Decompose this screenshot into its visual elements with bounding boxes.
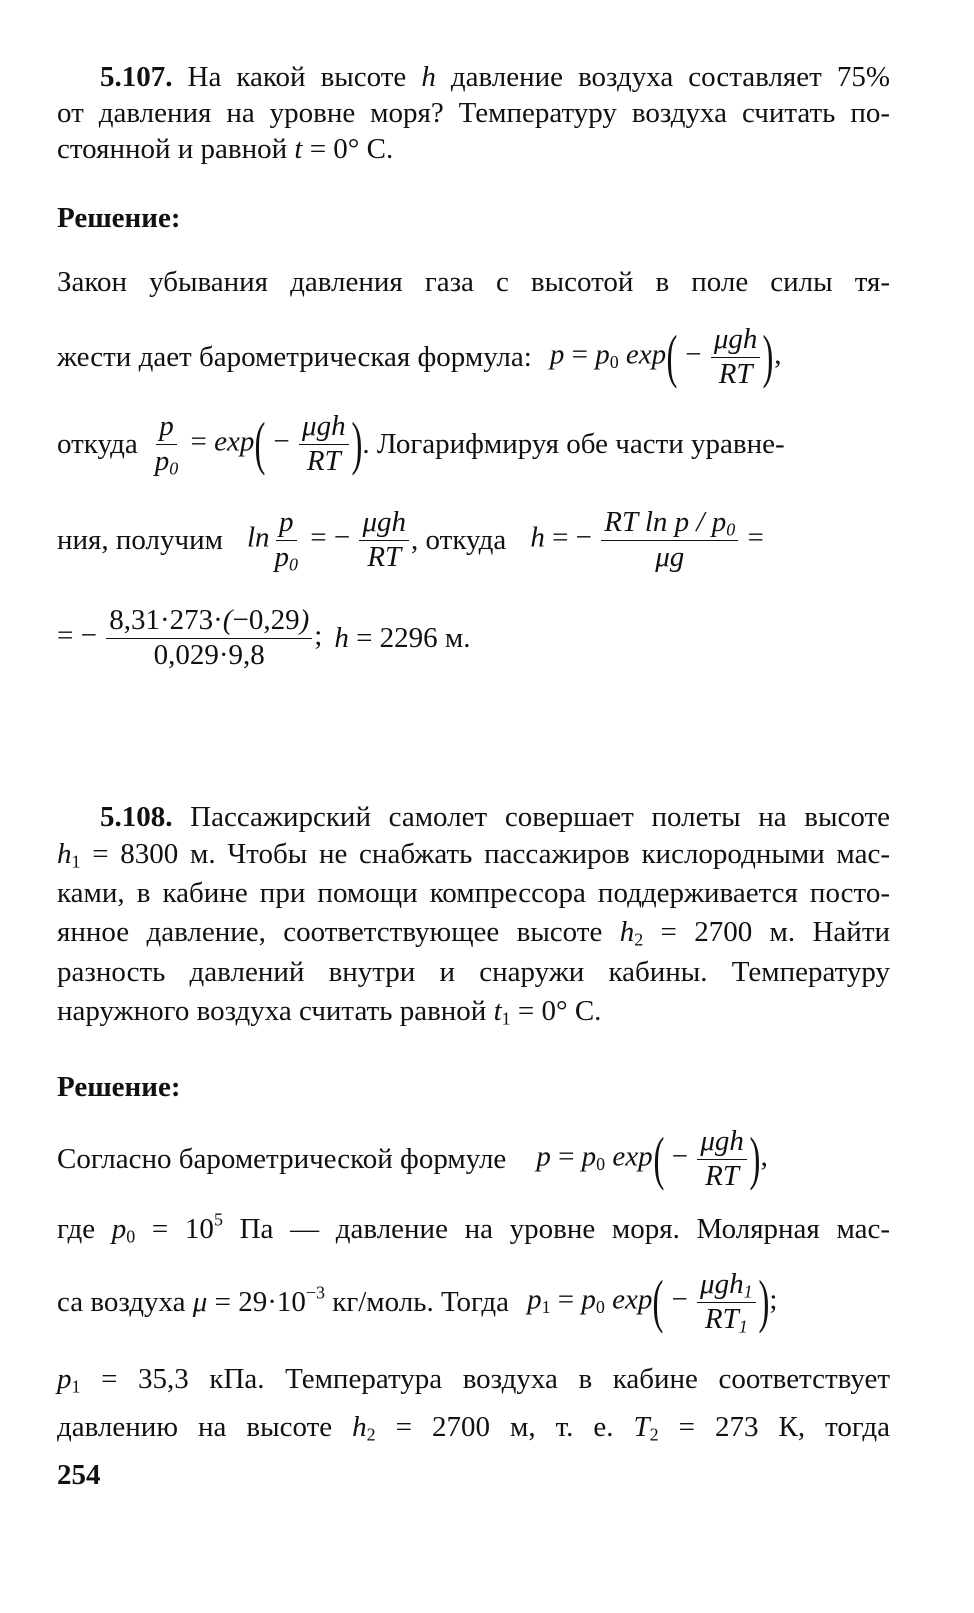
solution-5-107-calculation: = − $\frac{8,31\cdot 273\cdot(-0,29)}{0,029\cdot 9,8}$ ; h = 2296 м. [57,604,471,671]
problem-5-107-line-1: 5.107. На какой высоте h давление воздуха составляет 75% [100,61,890,93]
problem-5-107-line-3: стоянной и равной t = 0° C. [57,133,394,165]
problem-5-108-line-1: 5.108. Пассажирский самолет совершает полеты на высоте [100,801,890,833]
barometric-formula: $p = p_0$ exp( − $\frac{\text{μgh}}{RT}$ ), [549,323,782,390]
solution-5-107-line-2: жести дает барометрическая формула: $p = p_0$ exp( − $\frac{\text{μgh}}{RT}$ ), [57,323,782,390]
page-number: 254 [57,1459,101,1491]
solution-heading-5-107: Решение: [57,202,181,234]
solution-heading-5-108: Решение: [57,1071,181,1103]
problem-5-108-line-4: янное давление, соответствующее высоте $h_2 = 2700$ м. Найти [57,916,891,950]
solution-5-108-line-4: $p_1 = 35,3$ кПа. Температура воздуха в кабине соответствует [57,1363,890,1397]
problem-number-5-108: 5.108. [100,801,173,833]
solution-5-108-line-1: Согласно барометрической формуле $p = p_0$ exp( − $\frac{\text{μgh}}{RT}$ ), [57,1125,768,1192]
solution-5-108-line-2: где $p_0 = 10^5$ Па — давление на уровне моря. Молярная мас- [57,1209,890,1247]
solution-5-108-line-5: давлению на высоте $h_2 = 2700$ м, т. е. $T_2 = 273$ К, тогда [57,1411,890,1445]
pressure-formula-p1: $p_1 = p_0$ exp( − $\frac{\mu gh_1}{RT_1}$ ); [527,1268,778,1336]
solution-5-108-line-3: са воздуха $\mu = 29\cdot 10^{-3}$ кг/моль. Тогда $p_1 = p_0$ exp( − $\frac{\mu gh_1}{RT_1}$ ); [57,1268,778,1336]
log-formula: ln $\frac{p}{p_0}$ = − $\frac{\text{μgh}}{RT}$ [247,506,411,574]
solution-5-107-line-1: Закон убывания давления газа с высотой в поле силы тя- [57,266,890,298]
ratio-formula: $\frac{p}{p_0}$ = exp( − $\frac{\text{μgh}}{RT}$ ) [154,410,362,478]
solution-5-107-line-3: откуда $\frac{p}{p_0}$ = exp( − $\frac{\text{μgh}}{RT}$ ) . Логарифмируя обе части уравне- [57,410,785,478]
problem-5-108-line-6: наружного воздуха считать равной $t_1 = 0^\circ$ C. [57,995,602,1029]
problem-5-108-line-3: ками, в кабине при помощи компрессора поддерживается посто- [57,877,890,909]
problem-5-107-line-2: от давления на уровне моря? Температуру воздуха считать по- [57,97,890,129]
result-5-107: h = 2296 м. [334,622,471,654]
barometric-formula-2: $p = p_0$ exp( − $\frac{\text{μgh}}{RT}$ ), [536,1125,768,1192]
problem-5-108-line-5: разность давлений внутри и снаружи кабины. Температуру [57,956,890,988]
height-formula: h = − $\frac{RT \ln p / p_0}{\mu g}$ = [530,506,764,573]
problem-5-108-line-2: $h_1 = 8300$ м. Чтобы не снабжать пассажиров кислородными мас- [57,838,890,872]
solution-5-107-line-4: ния, получим ln $\frac{p}{p_0}$ = − $\frac{\text{μgh}}{RT}$ , откуда h = − $\frac{RT \ln p / p_0}{\mu g}$ = [57,506,764,574]
problem-number-5-107: 5.107. [100,61,173,93]
